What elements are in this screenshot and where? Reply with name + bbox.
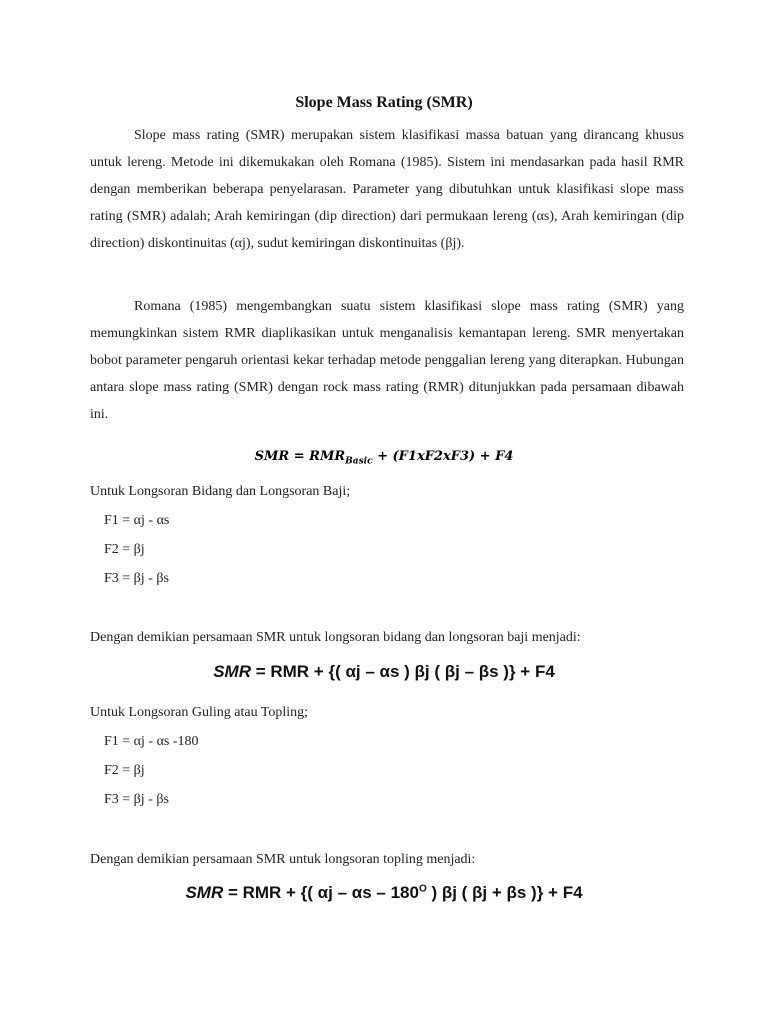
planar-f1: F1 = αj - αs [104,513,170,528]
equation-smr-general [0,449,768,467]
paragraph-romana [90,293,684,428]
toppling-heading: Untuk Longsoran Guling atau Topling; [90,705,309,720]
equation-lhs: SMR = [254,449,305,464]
toppling-f3: F3 = βj - βs [104,792,169,807]
page-title: Slope Mass Rating (SMR) [295,94,473,111]
planar-result-intro: Dengan demikian persamaan SMR untuk longsoran bidang dan longsoran baji menjadi: [90,630,581,645]
equation-toppling-end: ) βj ( βj + βs )} + F4 [426,883,583,902]
equation-rmr: RMR [309,449,346,464]
planar-heading: Untuk Longsoran Bidang dan Longsoran Baji; [90,484,351,499]
equation-planar-lhs: SMR [213,662,251,681]
equation-toppling-lhs: SMR [185,883,224,902]
equation-smr-toppling [0,883,768,903]
equation-planar-rest: = RMR + {( αj – αs ) βj ( βj – βs )} + F4 [250,662,555,681]
paragraph-romana-text: Romana (1985) mengembangkan suatu sistem klasifikasi slope mass rating (SMR) yang memungkinkan sistem RMR diaplikasikan untuk menganalisis kemantapan lereng. SMR menyertakan bobot parameter pengaruh orientasi kekar terhadap metode penggalian lereng yang diterapkan. Hubungan antara slope mass rating (SMR) dengan rock mass rating (RMR) ditunjukkan pada persamaan dibawah ini. [90,299,684,422]
toppling-result-intro: Dengan demikian persamaan SMR untuk longsoran topling menjadi: [90,852,476,867]
planar-f2: F2 = βj [104,542,145,557]
paragraph-intro-text: Slope mass rating (SMR) merupakan sistem klasifikasi massa batuan yang dirancang khusus untuk lereng. Metode ini dikemukakan oleh Romana (1985). Sistem ini mendasarkan pada hasil RMR dengan memberikan beberapa penyelarasan. Parameter yang dibutuhkan untuk klasifikasi slope mass rating (SMR) adalah; Arah kemiringan (dip direction) dari permukaan lereng (αs), Arah kemiringan (dip direction) diskontinuitas (αj), sudut kemiringan diskontinuitas (βj). [90,128,684,251]
planar-f3: F3 = βj - βs [104,571,169,586]
toppling-f2: F2 = βj [104,763,145,778]
equation-toppling-mid: = RMR + {( αj – αs – 180 [223,883,419,902]
equation-toppling-degree: O [418,883,427,895]
equation-subscript: Basic [345,456,373,467]
paragraph-intro [90,122,684,257]
toppling-f1: F1 = αj - αs -180 [104,734,199,749]
equation-rhs: + (F1xF2xF3) + F4 [377,449,514,464]
equation-smr-planar [0,662,768,682]
